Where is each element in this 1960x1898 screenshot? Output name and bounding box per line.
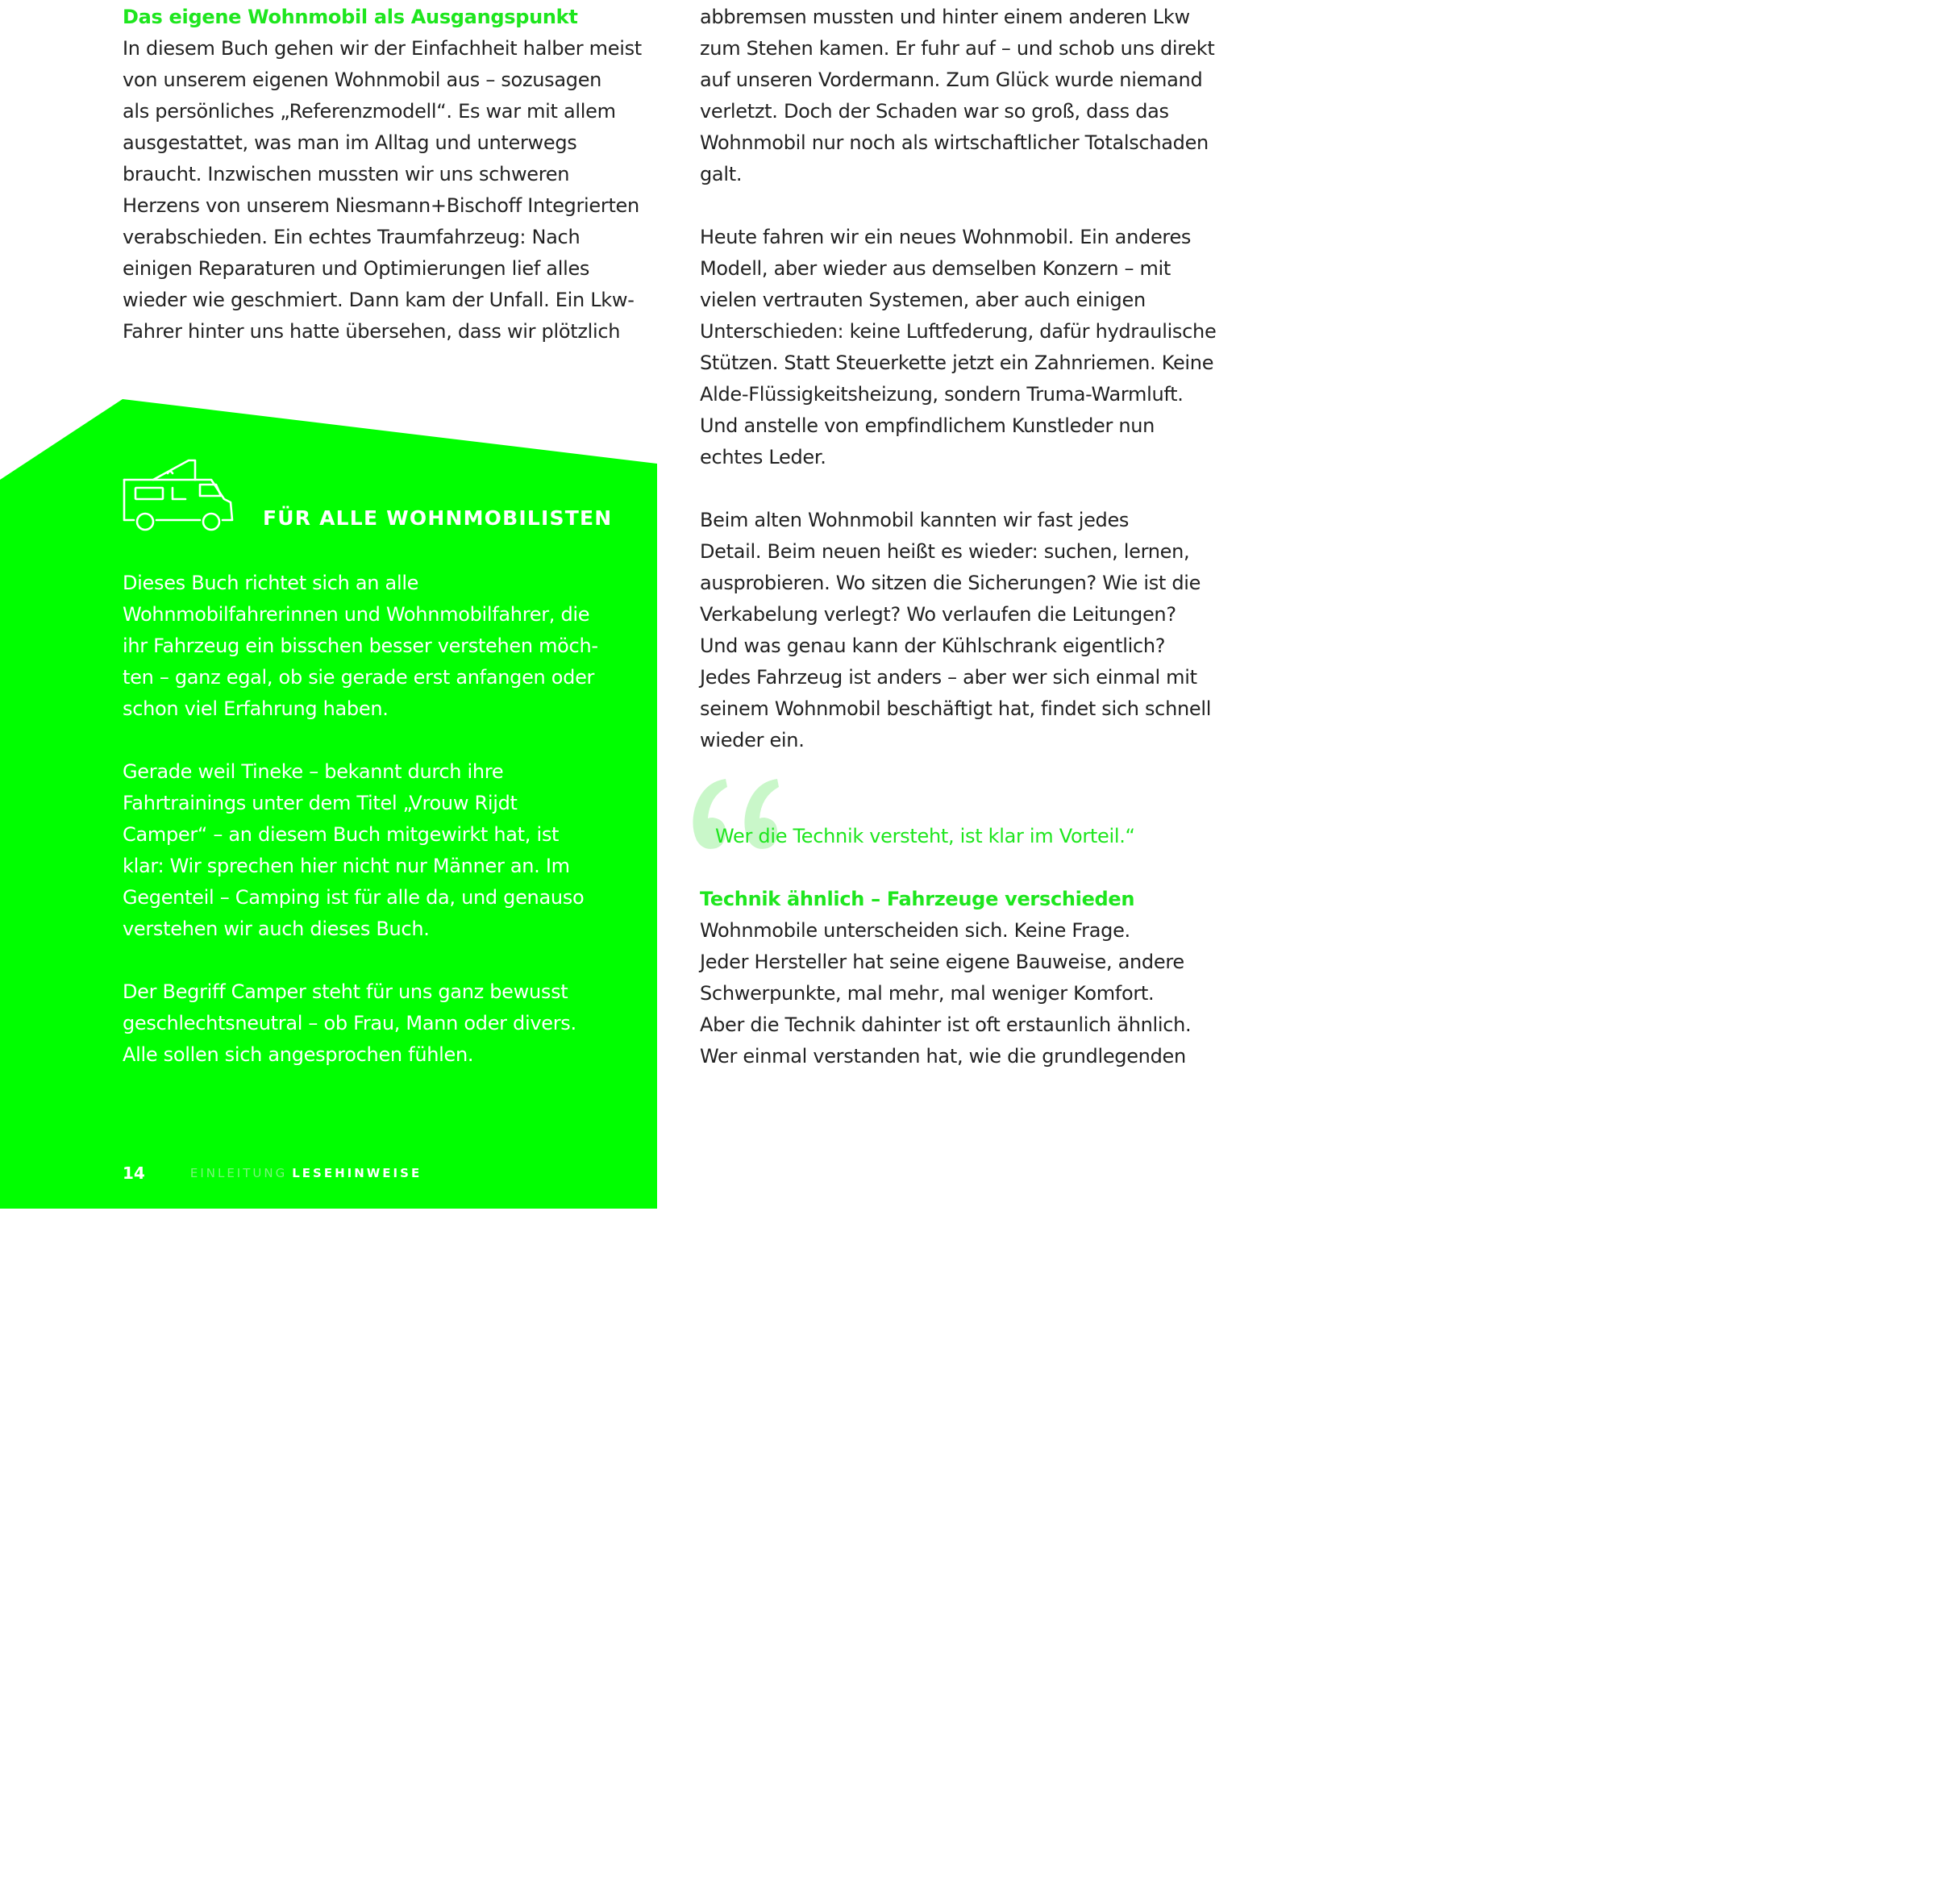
intro-paragraph: In diesem Buch gehen wir der Einfachheit halber meist von unserem eigenen Wohnmobil aus – sozusagen als persönliches „Referenzmodell“. Es war mit allem ausgestattet, was man im Alltag und unterwegs braucht. Inzwischen mussten wir uns schweren Herzens von unserem Niesmann+Bischoff Integrierten verabschieden. Ein echtes Traumfahrzeug: Nach einigen Reparaturen und Optimierungen lief alles wieder wie geschmiert. Dann kam der Unfall. Ein Lkw- Fahrer hinter uns hatte übersehen, dass wir plötzlich [123, 37, 642, 343]
section-heading: Technik ähnlich – Fahrzeuge verschieden [700, 888, 1135, 910]
info-box-paragraph: Der Begriff Camper steht für uns ganz bewusst geschlechtsneutral – ob Frau, Mann oder divers. Alle sollen sich angesprochen fühlen. [123, 980, 576, 1066]
left-column [123, 2, 671, 348]
info-box-paragraph: Gerade weil Tineke – bekannt durch ihre Fahrtrainings unter dem Titel „Vrouw Rijdt Camper“ – an diesem Buch mitgewirkt hat, ist klar: Wir sprechen hier nicht nur Männer an. Im Gegenteil – Camping ist für alle da, und genauso verstehen wir auch dieses Buch. [123, 760, 585, 940]
info-box-paragraph: Dieses Buch richtet sich an alle Wohnmobilfahrerinnen und Wohnmobilfahrer, die ihr Fahrzeug ein bisschen besser verstehen möch- ten – ganz egal, ob sie gerade erst anfangen oder schon viel Erfahrung haben. [123, 572, 598, 720]
footer-section-label: EINLEITUNG [189, 1166, 288, 1180]
info-box-title: FÜR ALLE WOHNMOBILISTEN [263, 506, 613, 530]
camper-van-icon [121, 456, 235, 533]
body-paragraph: Heute fahren wir ein neues Wohnmobil. Ein anderes Modell, aber wieder aus demselben Konzern – mit vielen vertrauten Systemen, aber auch einigen Unterschieden: keine Luftfederung, dafür hydraulische Stützen. Statt Steuerkette jetzt ein Zahnriemen. Keine Alde-Flüssigkeitsheizung, sondern Truma-Warmluft. Und anstelle von empfindlichem Kunstleder nun echtes Leder. [700, 226, 1217, 468]
footer-chapter-label: LESEHINWEISE [292, 1166, 422, 1180]
page-number: 14 [123, 1163, 145, 1183]
body-paragraph: Wohnmobile unterscheiden sich. Keine Frage. Jeder Hersteller hat seine eigene Bauweise, andere Schwerpunkte, mal mehr, mal weniger Komfort. Aber die Technik dahinter ist oft erstaunlich ähnlich. Wer einmal verstanden hat, wie die grundlegenden [700, 919, 1192, 1068]
pull-quote: Wer die Technik versteht, ist klar im Vorteil.“ [715, 825, 1135, 847]
right-column [700, 2, 1248, 756]
right-column-lower [700, 884, 1248, 1072]
section-heading: Das eigene Wohnmobil als Ausgangspunkt [123, 6, 578, 28]
body-paragraph: abbremsen mussten und hinter einem anderen Lkw zum Stehen kamen. Er fuhr auf – und schob uns direkt auf unseren Vordermann. Zum Glück wurde niemand verletzt. Doch der Schaden war so groß, dass das Wohnmobil nur noch als wirtschaftlicher Totalschaden galt. [700, 6, 1215, 185]
info-box-body [123, 568, 639, 1071]
body-paragraph: Beim alten Wohnmobil kannten wir fast jedes Detail. Beim neuen heißt es wieder: suchen, lernen, ausprobieren. Wo sitzen die Sicherungen? Wie ist die Verkabelung verlegt? Wo verlaufen die Leitungen? Und was genau kann der Kühlschrank eigentlich? Jedes Fahrzeug ist anders – aber wer sich einmal mit seinem Wohnmobil beschäftigt hat, findet sich schnell wieder ein. [700, 509, 1212, 751]
page-footer [123, 1161, 422, 1185]
